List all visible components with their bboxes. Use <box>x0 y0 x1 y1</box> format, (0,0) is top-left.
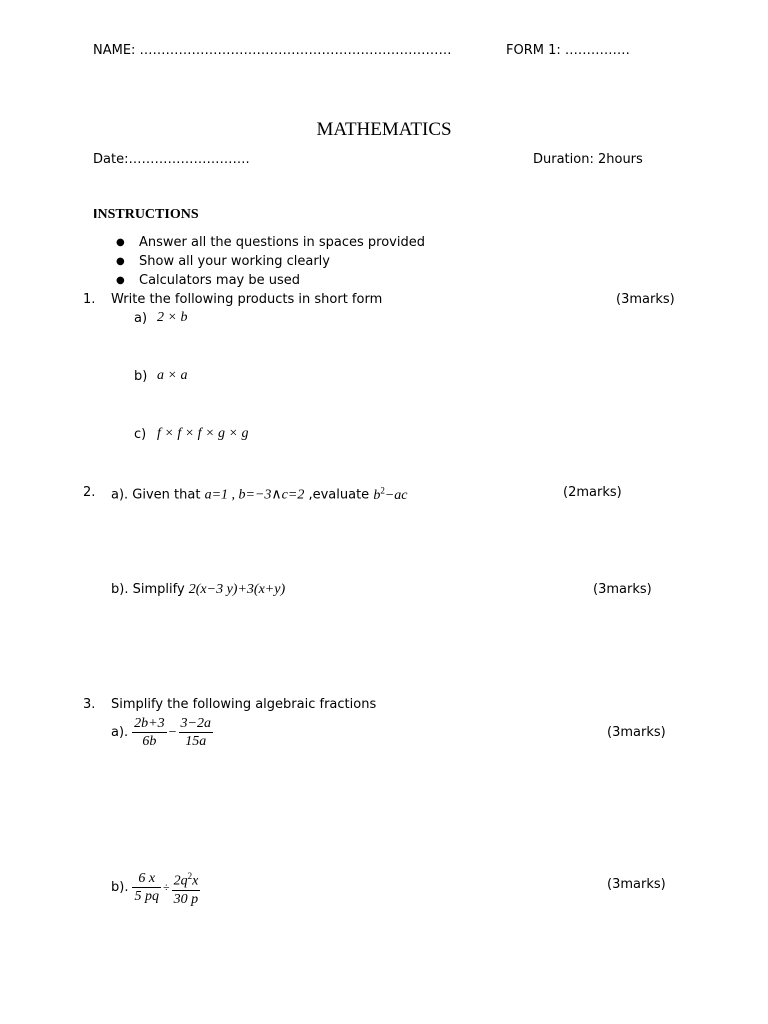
page-title: MATHEMATICS <box>316 119 452 140</box>
question-1b-expression: a × a <box>157 368 188 383</box>
name-field-label: NAME: ……………………………………………………………… <box>93 43 452 58</box>
question-1a-expression: 2 × b <box>157 310 188 325</box>
question-3-number: 3. <box>83 697 96 712</box>
instructions-heading-initial: I <box>93 207 98 221</box>
question-2b-marks: (3marks) <box>593 582 652 597</box>
question-2b-lead: b). Simplify <box>111 582 189 597</box>
question-1c-label: c) <box>134 427 147 442</box>
fraction <box>172 868 201 908</box>
fraction <box>132 715 166 750</box>
fraction-numerator: 2b+3 <box>134 716 165 731</box>
bullet-icon: ● <box>116 275 125 286</box>
question-3a-marks: (3marks) <box>607 725 666 740</box>
date-field-label: Date:………………………. <box>93 152 250 167</box>
divide-operator: ÷ <box>162 880 170 895</box>
question-3b-label: b). <box>111 880 129 896</box>
minus-operator: − <box>168 724 177 740</box>
question-3-text: Simplify the following algebraic fractions <box>111 697 377 712</box>
expr-base: b <box>373 487 381 503</box>
question-2a-lead: a). Given that <box>111 487 205 503</box>
fraction-denominator: 5 pq <box>134 889 159 905</box>
bullet-icon: ● <box>116 237 125 248</box>
instructions-heading-rest: NSTRUCTIONS <box>97 207 199 222</box>
fraction-numerator: 6 x <box>132 870 161 888</box>
question-3b-marks: (3marks) <box>607 877 666 892</box>
numerator-rest: x <box>192 873 199 889</box>
fraction-denominator: 30 p <box>173 891 199 907</box>
form-field-label: FORM 1: …………… <box>506 43 630 58</box>
question-2a-evaluate: ,evaluate <box>304 487 374 503</box>
question-3b-expression <box>111 868 200 908</box>
numerator-exponent: 2 <box>187 871 193 881</box>
fraction <box>132 870 161 905</box>
duration-label: Duration: 2hours <box>533 152 643 167</box>
question-2a-marks: (2marks) <box>563 485 622 500</box>
bullet-icon: ● <box>116 256 125 267</box>
question-1-text: Write the following products in short form <box>111 292 383 307</box>
instruction-item: Answer all the questions in spaces provided <box>139 235 425 250</box>
instruction-item: Calculators may be used <box>139 273 301 288</box>
question-2-number: 2. <box>83 485 96 500</box>
fraction-numerator: 3−2a <box>180 716 211 731</box>
question-2a-text <box>111 485 407 504</box>
question-3a-expression <box>111 715 213 750</box>
question-3a-label: a). <box>111 725 129 740</box>
fraction-numerator <box>172 868 201 891</box>
question-2b-text <box>111 582 285 598</box>
question-1b-label: b) <box>134 369 148 384</box>
question-1-marks: (3marks) <box>616 292 675 307</box>
instructions-heading <box>93 207 199 223</box>
numerator-base: 2q <box>173 873 188 889</box>
question-2a-expression <box>373 485 408 503</box>
fraction <box>179 715 213 750</box>
fraction-denominator: 15a <box>185 734 207 749</box>
question-1-number: 1. <box>83 292 96 307</box>
expr-rest: −ac <box>384 487 408 503</box>
question-1c-expression: f × f × f × g × g <box>157 426 249 441</box>
question-2a-given: a=1 , b=−3∧c=2 <box>204 487 305 503</box>
instruction-item: Show all your working clearly <box>139 254 330 269</box>
expr-exponent: 2 <box>380 485 385 495</box>
question-1a-label: a) <box>134 311 148 326</box>
fraction-denominator: 6b <box>142 734 157 749</box>
question-2b-expression: 2(x−3 y)+3(x+y) <box>188 582 286 597</box>
